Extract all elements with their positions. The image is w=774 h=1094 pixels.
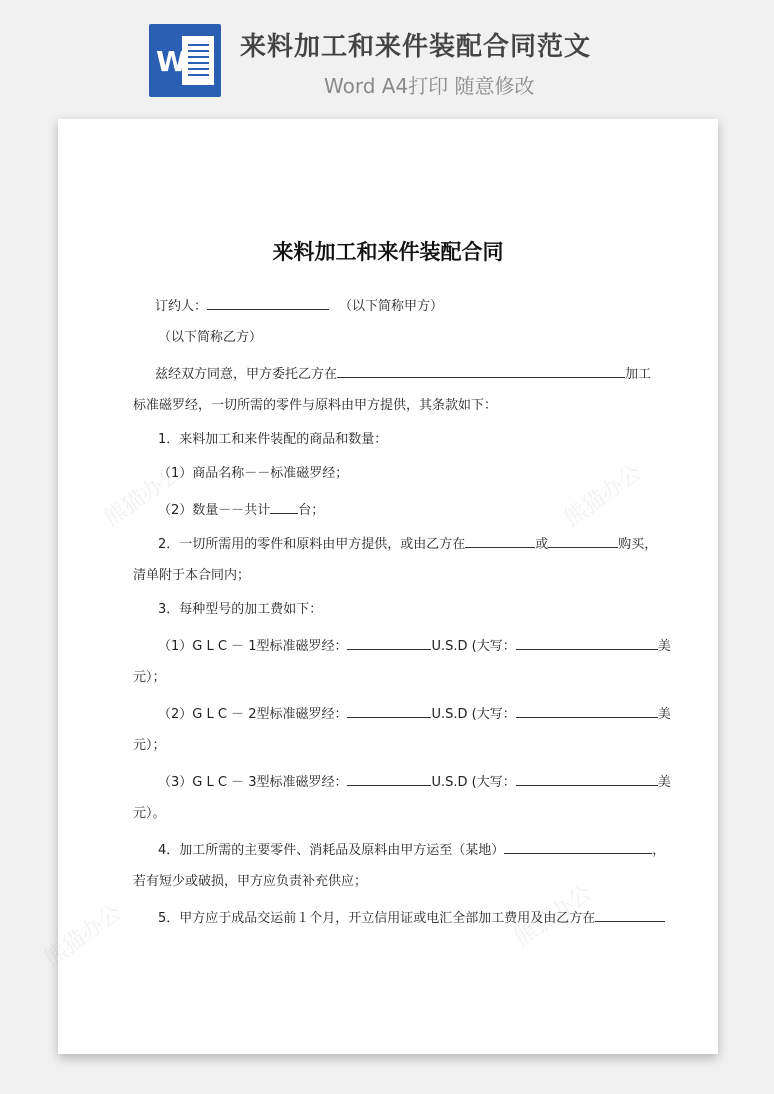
fill-blank[interactable]: [207, 295, 329, 310]
line-text: 3．每种型号的加工费如下：: [158, 602, 323, 617]
header-subtitle: Word A4打印 随意修改: [324, 74, 535, 98]
line-clause-4: [158, 839, 665, 860]
watermark: 熊猫办公: [559, 460, 647, 532]
line-clause-3-2-cont: [133, 737, 166, 755]
header-title: 来料加工和来件装配合同范文: [240, 32, 592, 62]
line-text: （以下简称乙方）: [158, 330, 263, 345]
watermark: 熊猫办公: [99, 460, 187, 532]
line-text: 元）；: [133, 670, 166, 685]
line-text: 购买，: [618, 537, 658, 552]
line-clause-1: [158, 431, 387, 449]
line-text: （3）G L C － 3型标准磁罗经：: [158, 775, 348, 790]
fill-blank[interactable]: [270, 499, 298, 514]
fill-blank[interactable]: [516, 771, 658, 786]
line-text: U.S.D (大写：: [431, 639, 516, 654]
watermark: 熊猫办公: [509, 880, 597, 952]
line-clause-5: [158, 907, 665, 928]
line-text: 元）；: [133, 738, 166, 753]
line-text: U.S.D (大写：: [431, 775, 516, 790]
line-text: （1）商品名称－－标准磁罗经；: [158, 466, 349, 481]
line-text: 元）。: [133, 806, 166, 821]
fill-blank[interactable]: [595, 907, 665, 922]
document-title: 来料加工和来件装配合同: [272, 240, 504, 264]
line-text: 清单附于本合同内；: [133, 568, 251, 583]
line-text: （以下简称甲方）: [339, 299, 444, 314]
line-clause-3-3: [158, 771, 671, 792]
document-page: [39, 119, 718, 1054]
line-text: 加工: [625, 367, 652, 382]
line-agreement: [155, 363, 651, 384]
line-clause-4-cont: [133, 873, 367, 891]
line-clause-2: [158, 533, 657, 554]
fill-blank[interactable]: [465, 533, 535, 548]
line-agreement-cont: [133, 397, 497, 415]
page-header: [0, 0, 774, 110]
line-text: 美: [657, 707, 671, 722]
line-party-b: [158, 329, 262, 347]
line-text: 标准磁罗经，一切所需的零件与原料由甲方提供，其条款如下：: [133, 398, 498, 413]
fill-blank[interactable]: [504, 839, 652, 854]
fill-blank[interactable]: [347, 703, 431, 718]
word-icon: [149, 24, 221, 97]
line-clause-1-1: [158, 465, 348, 483]
line-text: 台；: [298, 503, 325, 518]
line-clause-3-1: [158, 635, 671, 656]
line-text: 1．来料加工和来件装配的商品和数量：: [158, 432, 388, 447]
line-text: （2）数量－－共计: [158, 503, 271, 518]
line-text: 4．加工所需的主要零件、消耗品及原料由甲方运至（某地）: [158, 843, 505, 858]
line-text: 美: [657, 639, 671, 654]
line-clause-3-3-cont: [133, 805, 166, 823]
line-text: 或: [535, 537, 549, 552]
line-text: 5．甲方应于成品交运前１个月，开立信用证或电汇全部加工费用及由乙方在: [158, 911, 596, 926]
line-text: （2）G L C － 2型标准磁罗经：: [158, 707, 348, 722]
line-clause-1-2: [158, 499, 324, 520]
line-text: 若有短少或破损，甲方应负责补充供应；: [133, 874, 368, 889]
fill-blank[interactable]: [347, 635, 431, 650]
watermark: 熊猫办公: [39, 900, 127, 972]
word-icon-letter: W: [156, 45, 187, 78]
line-clause-2-cont: [133, 567, 250, 585]
fill-blank[interactable]: [548, 533, 618, 548]
fill-blank[interactable]: [337, 363, 625, 378]
line-clause-3-2: [158, 703, 671, 724]
line-text: ，: [652, 843, 666, 858]
line-text: （1）G L C － 1型标准磁罗经：: [158, 639, 348, 654]
line-clause-3: [158, 601, 322, 619]
fill-blank[interactable]: [516, 635, 658, 650]
line-text: 2．一切所需用的零件和原料由甲方提供，或由乙方在: [158, 537, 466, 552]
line-clause-3-1-cont: [133, 669, 166, 687]
line-text: U.S.D (大写：: [431, 707, 516, 722]
line-text: 兹经双方同意，甲方委托乙方在: [155, 367, 338, 382]
line-party-a: [155, 295, 443, 316]
line-text: 订约人：: [155, 299, 208, 314]
line-text: 美: [657, 775, 671, 790]
fill-blank[interactable]: [347, 771, 431, 786]
fill-blank[interactable]: [516, 703, 658, 718]
